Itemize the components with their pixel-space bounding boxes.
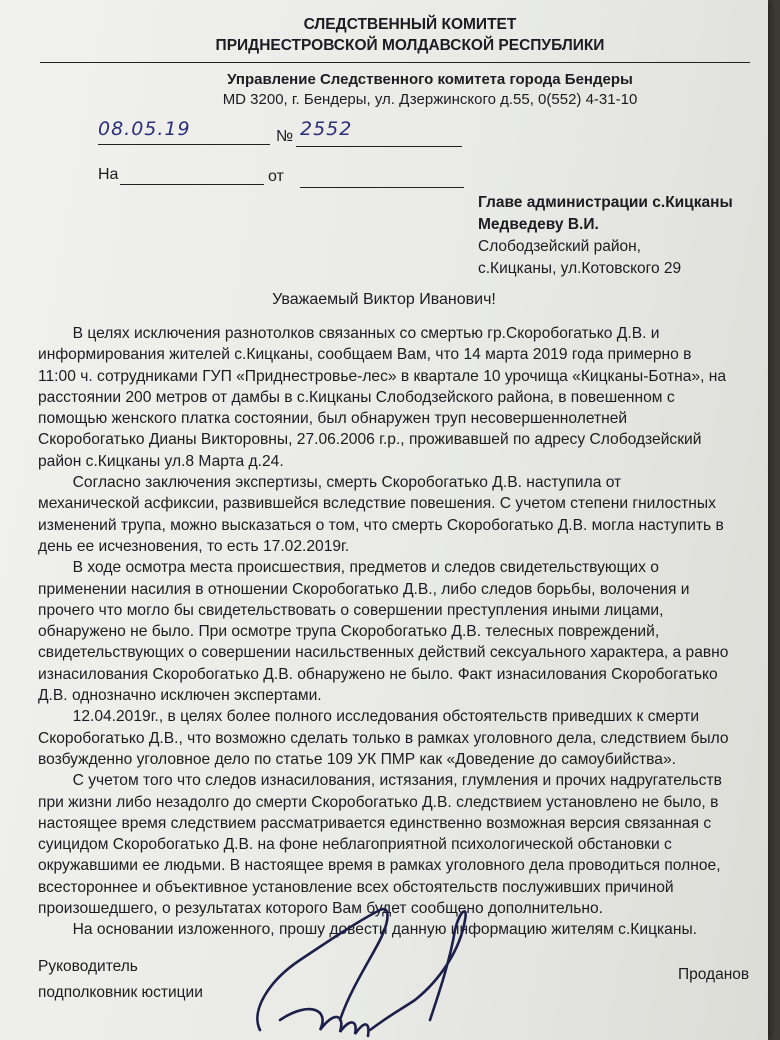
org-line-2: ПРИДНЕСТРОВСКОЙ МОЛДАВСКОЙ РЕСПУБЛИКИ bbox=[215, 37, 605, 54]
recipient-street: с.Кицканы, ул.Котовского 29 bbox=[478, 260, 682, 277]
body-line: свидетельствующих о совершении насильственных действий сексуального характера, а равно bbox=[38, 644, 729, 662]
number-label: № bbox=[276, 128, 294, 145]
body-line: Скоробогатько Дианы Викторовны, 27.06.2006 г.р., проживавшей по адресу Слободзейский bbox=[38, 431, 702, 449]
body-line: произошедшего, о результатах которого Вам будет сообщено дополнительно. bbox=[38, 900, 603, 918]
body-line: обнаружено не было. При осмотре трупа Скоробогатько Д.В. телесных повреждений, bbox=[38, 623, 660, 641]
org-header bbox=[200, 14, 620, 56]
handwritten-signature bbox=[240, 900, 480, 1040]
date-underline bbox=[98, 144, 270, 145]
body-line: 11:00 ч. сотрудниками ГУП «Приднестровье-лес» в квартале 10 урочища «Кицканы-Ботна», на bbox=[38, 367, 727, 385]
dept-header bbox=[190, 70, 670, 110]
dept-address: MD 3200, г. Бендеры, ул. Дзержинского д.55, 0(552) 4-31-10 bbox=[222, 91, 638, 108]
ot-label: от bbox=[268, 168, 284, 185]
recipient-district: Слободзейский район, bbox=[478, 238, 641, 255]
body-line: изнасилования Скоробогатько Д.В. обнаружено не было. Факт изнасилования Скоробогатько bbox=[38, 665, 718, 683]
number-underline bbox=[296, 146, 462, 147]
recipient-title: Главе администрации с.Кицканы bbox=[478, 194, 733, 211]
na-underline bbox=[120, 184, 264, 185]
body-line: суицидом Скоробогатько Д.В. на фоне неблагоприятной психологической обстановки с bbox=[38, 836, 672, 854]
body-line: настоящее время следствием рассматривается единственно возможная версия связанная с bbox=[38, 814, 712, 832]
body-line: В целях исключения разнотолков связанных со смертью гр.Скоробогатько Д.В. и bbox=[38, 325, 660, 342]
body-line: прочего что могло бы свидетельствовать о совершении преступления иными лицами, bbox=[38, 601, 664, 619]
recipient-block bbox=[478, 192, 733, 280]
body-line: механической асфиксии, развившейся вследствие повешения. С учетом степени гнилостных bbox=[38, 495, 716, 513]
body-line: Д.В. однозначно исключен экспертами. bbox=[38, 687, 322, 705]
signatory-rank: подполковник юстиции bbox=[38, 984, 203, 1001]
body-line: возбужденно уголовное дело по статье 109 УК ПМР как «Доведение до самоубийства». bbox=[38, 750, 676, 768]
org-line-1: СЛЕДСТВЕННЫЙ КОМИТЕТ bbox=[303, 16, 517, 33]
na-label: На bbox=[98, 166, 119, 183]
signatory-position bbox=[38, 954, 203, 1006]
body-line: день ее исчезновения, то есть 17.02.2019г. bbox=[38, 537, 350, 555]
salutation: Уважаемый Виктор Иванович! bbox=[272, 291, 496, 308]
body-line: район с.Кицканы ул.8 Марта д.24. bbox=[38, 452, 284, 470]
body-line: информирования жителей с.Кицканы, сообщаем Вам, что 14 марта 2019 года примерно в bbox=[38, 346, 692, 364]
signatory-name: Проданов bbox=[678, 966, 750, 983]
letter-body bbox=[38, 323, 768, 941]
outgoing-number: 2552 bbox=[300, 118, 353, 140]
body-line: С учетом того что следов изнасилования, истязания, глумления и прочих надругательств bbox=[38, 772, 722, 790]
signatory-title: Руководитель bbox=[38, 958, 138, 975]
body-line: при жизни либо незадолго до смерти Скоробогатько Д.В. следствием установлено не было, в bbox=[38, 793, 719, 811]
body-line: расстоянии 200 метров от дамбы в с.Кицканы Слободзейского района, в повешенном с bbox=[38, 388, 675, 406]
body-line: окружавшими ее людьми. В настоящее время в рамках уголовного дела проводиться полное, bbox=[38, 857, 721, 875]
body-line: помощью женского платка состоянии, был обнаружен труп несовершеннолетней bbox=[38, 410, 628, 428]
body-line: применении насилия в отношении Скоробогатько Д.В., либо следов борьбы, волочения и bbox=[38, 580, 690, 598]
outgoing-date: 08.05.19 bbox=[98, 118, 191, 140]
body-line: В ходе осмотра места происшествия, предметов и следов свидетельствующих о bbox=[38, 559, 659, 577]
recipient-name: Медведеву В.И. bbox=[478, 216, 599, 233]
body-line: изменений трупа, можно высказаться о том, что смерть Скоробогатько Д.В. могла наступить в bbox=[38, 516, 724, 534]
ot-underline bbox=[300, 187, 464, 188]
body-line: Скоробогатько Д.В., что возможно сделать только в рамках уголовного дела, следствием было bbox=[38, 729, 729, 747]
body-line: На основании изложенного, прошу довести данную информацию жителям с.Кицканы. bbox=[38, 921, 698, 939]
body-line: 12.04.2019г., в целях более полного исследования обстоятельств приведших к смерти bbox=[38, 708, 700, 726]
dept-name: Управление Следственного комитета города Бендеры bbox=[227, 71, 633, 88]
body-line: всестороннее и объективное установление всех обстоятельств послуживших причиной bbox=[38, 878, 674, 896]
header-rule bbox=[40, 62, 750, 63]
body-line: Согласно заключения экспертизы, смерть Скоробогатько Д.В. наступила от bbox=[38, 474, 622, 492]
